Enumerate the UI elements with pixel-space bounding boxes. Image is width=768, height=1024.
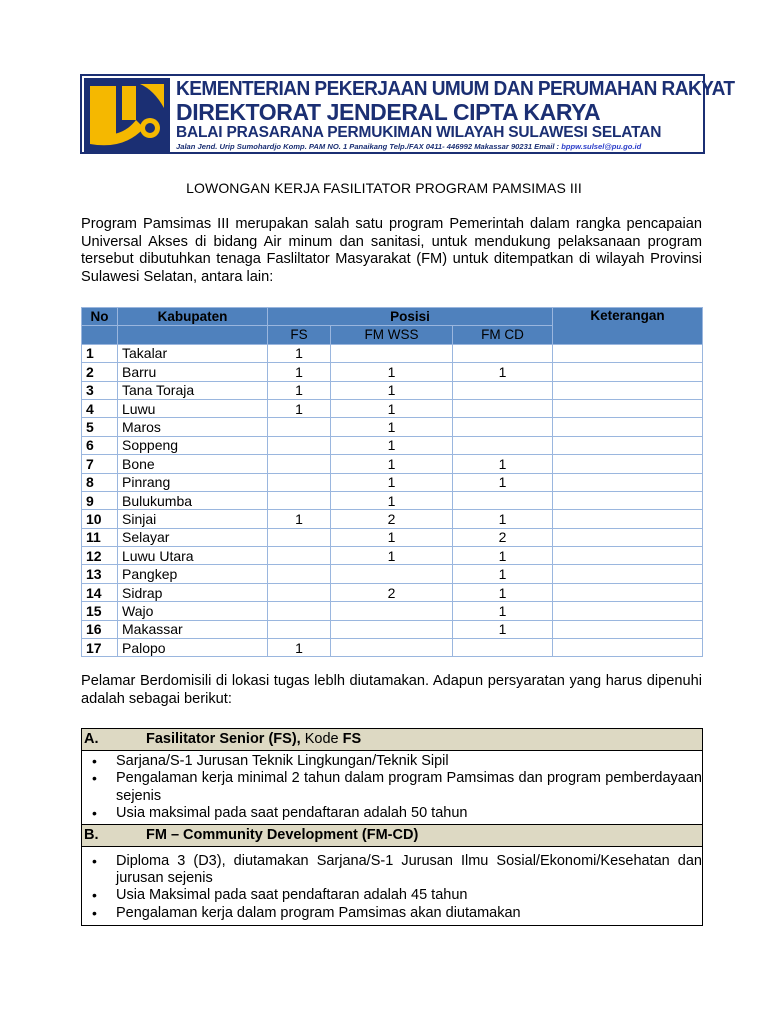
col-header-keterangan: Keterangan	[553, 308, 703, 345]
row-number: 16	[82, 620, 118, 638]
row-number: 12	[82, 547, 118, 565]
row-fm-wss: 1	[331, 473, 453, 491]
section-b-list	[82, 847, 702, 926]
row-fs: 1	[268, 363, 331, 381]
list-item: • Usia maksimal pada saat pendaftaran adalah 50 tahun	[116, 805, 702, 822]
row-keterangan	[553, 547, 703, 565]
row-fm-wss	[331, 602, 453, 620]
list-item: • Usia Maksimal pada saat pendaftaran adalah 45 tahun	[116, 887, 702, 904]
row-number: 9	[82, 491, 118, 509]
table-row	[82, 565, 703, 583]
col-header-kabupaten: Kabupaten	[118, 308, 268, 326]
row-keterangan	[553, 455, 703, 473]
row-keterangan	[553, 436, 703, 454]
row-keterangan	[553, 528, 703, 546]
list-item: • Pengalaman kerja dalam program Pamsimas akan diutamakan	[116, 905, 702, 922]
row-fm-cd: 1	[453, 455, 553, 473]
row-fs: 1	[268, 381, 331, 399]
row-number: 7	[82, 455, 118, 473]
row-keterangan	[553, 381, 703, 399]
ministry-name: KEMENTERIAN PEKERJAAN UMUM DAN PERUMAHAN RAKYAT	[176, 77, 735, 100]
table-row	[82, 620, 703, 638]
row-fm-cd: 1	[453, 473, 553, 491]
col-header-fm-wss: FM WSS	[331, 326, 453, 344]
row-keterangan	[553, 602, 703, 620]
table-row	[82, 455, 703, 473]
row-keterangan	[553, 399, 703, 417]
row-fm-cd	[453, 399, 553, 417]
row-fs	[268, 528, 331, 546]
row-fs	[268, 583, 331, 601]
row-keterangan	[553, 620, 703, 638]
section-a-title: Fasilitator Senior (FS), Kode FS	[146, 731, 362, 747]
row-fs	[268, 418, 331, 436]
table-row	[82, 344, 703, 362]
row-keterangan	[553, 565, 703, 583]
row-fm-wss: 1	[331, 436, 453, 454]
row-fm-wss: 1	[331, 363, 453, 381]
row-fm-wss: 1	[331, 399, 453, 417]
row-kabupaten: Sinjai	[118, 510, 268, 528]
row-kabupaten: Barru	[118, 363, 268, 381]
row-number: 15	[82, 602, 118, 620]
row-fm-wss	[331, 620, 453, 638]
letterhead-text	[176, 77, 735, 152]
table-row	[82, 639, 703, 657]
row-kabupaten: Wajo	[118, 602, 268, 620]
list-item: • Sarjana/S-1 Jurusan Teknik Lingkungan/Teknik Sipil	[116, 753, 702, 770]
section-b-title: FM – Community Development (FM-CD)	[146, 826, 419, 843]
row-fm-wss: 2	[331, 510, 453, 528]
row-fm-cd	[453, 344, 553, 362]
table-row	[82, 363, 703, 381]
requirements-intro: Pelamar Berdomisili di lokasi tugas leblh diutamakan. Adapun persyaratan yang harus dipenuhi adalah sebagai berikut:	[81, 673, 702, 707]
row-fm-wss	[331, 344, 453, 362]
section-b-letter: B.	[84, 826, 99, 843]
email-label: Email :	[534, 142, 562, 151]
row-kabupaten: Makassar	[118, 620, 268, 638]
row-kabupaten: Takalar	[118, 344, 268, 362]
row-kabupaten: Soppeng	[118, 436, 268, 454]
row-fs	[268, 455, 331, 473]
row-fm-cd: 1	[453, 602, 553, 620]
pu-logo-icon	[84, 78, 170, 152]
table-row	[82, 399, 703, 417]
table-row	[82, 547, 703, 565]
row-fs: 1	[268, 344, 331, 362]
row-number: 13	[82, 565, 118, 583]
row-fm-wss	[331, 639, 453, 657]
list-item: • Pengalaman kerja minimal 2 tahun dalam program Pamsimas dan program pemberdayaan sejenis	[116, 770, 702, 805]
row-number: 10	[82, 510, 118, 528]
row-kabupaten: Maros	[118, 418, 268, 436]
position-table	[81, 307, 703, 657]
table-row	[82, 436, 703, 454]
row-fm-cd: 2	[453, 528, 553, 546]
directorate-name: DIREKTORAT JENDERAL CIPTA KARYA	[176, 99, 601, 125]
table-row	[82, 418, 703, 436]
address-text: Jalan Jend. Urip Sumohardjo Komp. PAM NO. 1 Panaikang Telp./FAX 0411- 446992 Makassar 90231	[176, 142, 535, 151]
table-row	[82, 381, 703, 399]
col-header-blank	[118, 326, 268, 344]
row-keterangan	[553, 344, 703, 362]
table-row	[82, 473, 703, 491]
row-keterangan	[553, 583, 703, 601]
row-fs	[268, 491, 331, 509]
intro-paragraph: Program Pamsimas III merupakan salah satu program Pemerintah dalam rangka pencapaian Universal Akses di bidang Air minum dan sanitasi, untuk mendukung pelaksanaan program tersebut dibutuhkan tenaga Fasliltator Masyarakat (FM) untuk ditempatkan di wilayah Provinsi Sulawesi Selatan, antara lain:	[81, 216, 702, 285]
row-fs	[268, 473, 331, 491]
row-number: 4	[82, 399, 118, 417]
section-a-header	[82, 729, 702, 751]
row-fm-wss: 1	[331, 547, 453, 565]
row-number: 14	[82, 583, 118, 601]
row-kabupaten: Pangkep	[118, 565, 268, 583]
row-number: 6	[82, 436, 118, 454]
row-number: 3	[82, 381, 118, 399]
row-fm-wss: 1	[331, 418, 453, 436]
row-fs	[268, 436, 331, 454]
row-keterangan	[553, 639, 703, 657]
col-header-fs: FS	[268, 326, 331, 344]
row-number: 8	[82, 473, 118, 491]
row-kabupaten: Luwu	[118, 399, 268, 417]
row-fm-cd	[453, 436, 553, 454]
row-fs: 1	[268, 399, 331, 417]
table-row	[82, 602, 703, 620]
row-number: 17	[82, 639, 118, 657]
row-fs	[268, 602, 331, 620]
row-number: 11	[82, 528, 118, 546]
row-kabupaten: Luwu Utara	[118, 547, 268, 565]
section-a-letter: A.	[84, 731, 99, 747]
row-fs: 1	[268, 510, 331, 528]
row-fm-cd: 1	[453, 583, 553, 601]
row-keterangan	[553, 491, 703, 509]
row-fm-cd	[453, 639, 553, 657]
row-fm-wss: 1	[331, 381, 453, 399]
row-kabupaten: Tana Toraja	[118, 381, 268, 399]
row-kabupaten: Palopo	[118, 639, 268, 657]
col-header-blank	[82, 326, 118, 344]
list-item: • Diploma 3 (D3), diutamakan Sarjana/S-1 Jurusan Ilmu Sosial/Ekonomi/Kesehatan dan jurusan sejenis	[116, 853, 702, 888]
row-keterangan	[553, 473, 703, 491]
row-keterangan	[553, 418, 703, 436]
row-fm-cd	[453, 381, 553, 399]
row-fs: 1	[268, 639, 331, 657]
col-header-posisi: Posisi	[268, 308, 553, 326]
row-fm-cd	[453, 418, 553, 436]
row-kabupaten: Bulukumba	[118, 491, 268, 509]
row-fs	[268, 565, 331, 583]
row-kabupaten: Pinrang	[118, 473, 268, 491]
row-keterangan	[553, 363, 703, 381]
row-number: 2	[82, 363, 118, 381]
row-fm-cd: 1	[453, 565, 553, 583]
col-header-fm-cd: FM CD	[453, 326, 553, 344]
requirements-table	[81, 728, 703, 926]
col-header-no: No	[82, 308, 118, 326]
office-name: BALAI PRASARANA PERMUKIMAN WILAYAH SULAWESI SELATAN	[176, 124, 662, 141]
row-fm-cd: 1	[453, 363, 553, 381]
row-fs	[268, 620, 331, 638]
document-title: LOWONGAN KERJA FASILITATOR PROGRAM PAMSIMAS III	[186, 180, 582, 196]
row-fm-cd: 1	[453, 510, 553, 528]
table-row	[82, 528, 703, 546]
row-fm-wss: 1	[331, 491, 453, 509]
row-fm-wss	[331, 565, 453, 583]
email-link[interactable]: bppw.sulsel@pu.go.id	[561, 142, 642, 151]
office-address	[176, 142, 699, 152]
table-row	[82, 510, 703, 528]
row-fm-cd	[453, 491, 553, 509]
table-row	[82, 491, 703, 509]
row-kabupaten: Selayar	[118, 528, 268, 546]
section-b-header	[82, 824, 702, 847]
row-kabupaten: Bone	[118, 455, 268, 473]
row-fm-cd: 1	[453, 620, 553, 638]
section-a-list	[82, 751, 702, 824]
row-fs	[268, 547, 331, 565]
row-fm-wss: 1	[331, 528, 453, 546]
table-row	[82, 583, 703, 601]
row-keterangan	[553, 510, 703, 528]
row-kabupaten: Sidrap	[118, 583, 268, 601]
row-number: 1	[82, 344, 118, 362]
row-number: 5	[82, 418, 118, 436]
row-fm-wss: 1	[331, 455, 453, 473]
letterhead	[80, 74, 735, 154]
row-fm-wss: 2	[331, 583, 453, 601]
row-fm-cd: 1	[453, 547, 553, 565]
